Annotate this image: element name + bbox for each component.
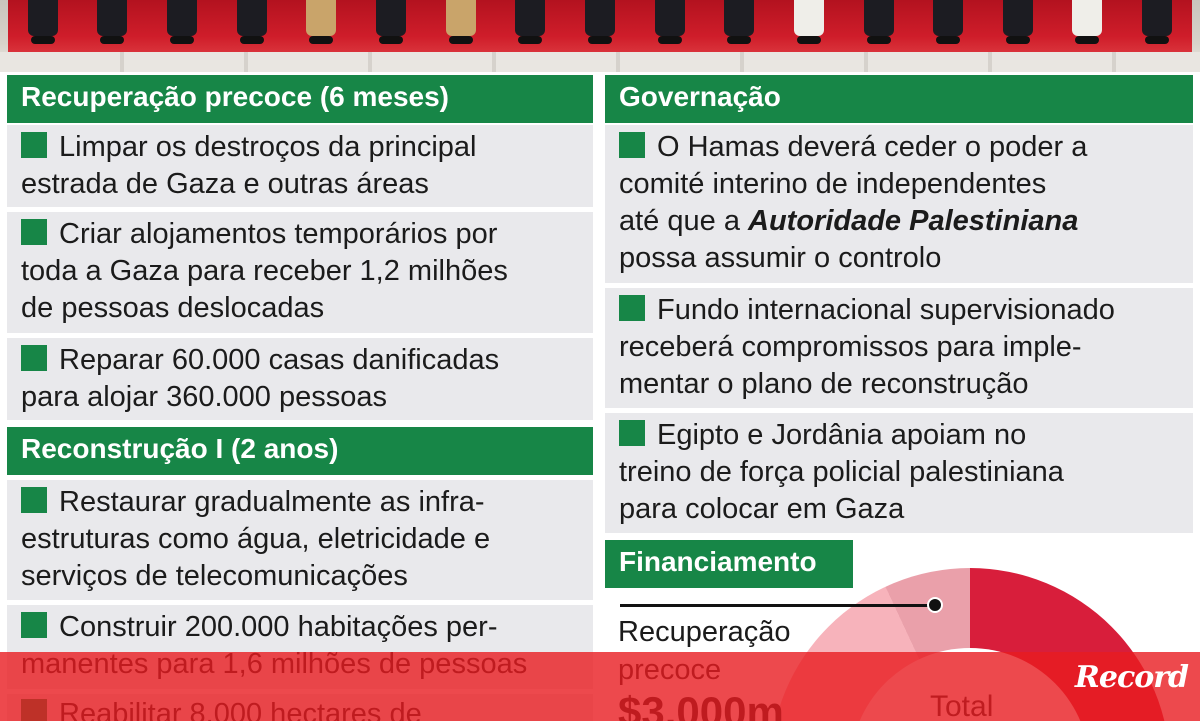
person-figure bbox=[794, 0, 824, 36]
item-text: Limpar os destroços da principal bbox=[59, 131, 477, 163]
person-figure bbox=[655, 0, 685, 36]
section-header-reconstruction-1: Reconstrução I (2 anos) bbox=[7, 427, 593, 475]
person-figure bbox=[167, 0, 197, 36]
list-item bbox=[7, 125, 593, 207]
section-header-governance: Governação bbox=[605, 75, 1193, 123]
section-header-financing: Financiamento bbox=[605, 540, 853, 588]
financing-label-line: Recuperação bbox=[618, 616, 791, 648]
person-figure bbox=[376, 0, 406, 36]
green-square-bullet bbox=[619, 420, 645, 446]
person-figure bbox=[1003, 0, 1033, 36]
green-square-bullet bbox=[21, 487, 47, 513]
pointer-dot bbox=[927, 597, 943, 613]
person-figure bbox=[515, 0, 545, 36]
item-text: estrada de Gaza e outras áreas bbox=[21, 168, 429, 200]
list-item bbox=[7, 338, 593, 420]
emphasis-text: Autoridade Palestiniana bbox=[748, 205, 1079, 237]
list-item bbox=[605, 288, 1193, 408]
person-figure bbox=[97, 0, 127, 36]
pointer-line bbox=[620, 604, 935, 607]
left-column bbox=[0, 72, 600, 721]
green-square-bullet bbox=[619, 132, 645, 158]
item-text: de pessoas deslocadas bbox=[21, 292, 325, 324]
green-square-bullet bbox=[21, 132, 47, 158]
item-text: toda a Gaza para receber 1,2 milhões bbox=[21, 255, 508, 287]
item-text: Restaurar gradualmente as infra- bbox=[59, 486, 485, 518]
person-figure bbox=[237, 0, 267, 36]
floor bbox=[0, 52, 1200, 72]
person-figure bbox=[306, 0, 336, 36]
person-figure bbox=[724, 0, 754, 36]
item-text: possa assumir o controlo bbox=[619, 242, 942, 274]
person-figure bbox=[28, 0, 58, 36]
header-photo bbox=[0, 0, 1200, 72]
item-text: O Hamas deverá ceder o poder a bbox=[657, 131, 1088, 163]
footer-overlay bbox=[0, 652, 1200, 721]
leaders-group bbox=[8, 0, 1192, 48]
list-item bbox=[605, 413, 1193, 533]
item-text: Egipto e Jordânia apoiam no bbox=[657, 419, 1027, 451]
item-text: receberá compromissos para imple- bbox=[619, 331, 1082, 363]
item-text: Criar alojamentos temporários por bbox=[59, 218, 498, 250]
person-figure bbox=[864, 0, 894, 36]
list-item bbox=[7, 212, 593, 333]
person-figure bbox=[446, 0, 476, 36]
item-text: Reparar 60.000 casas danificadas bbox=[59, 344, 500, 376]
person-figure bbox=[585, 0, 615, 36]
item-text: para colocar em Gaza bbox=[619, 493, 905, 525]
list-item bbox=[7, 480, 593, 600]
item-text: treino de força policial palestiniana bbox=[619, 456, 1064, 488]
section-header-early-recovery: Recuperação precoce (6 meses) bbox=[7, 75, 593, 123]
item-text: estruturas como água, eletricidade e bbox=[21, 523, 491, 555]
green-square-bullet bbox=[619, 295, 645, 321]
green-square-bullet bbox=[21, 219, 47, 245]
green-square-bullet bbox=[21, 345, 47, 371]
record-logo[interactable]: Record bbox=[1074, 660, 1188, 695]
item-text: comité interino de independentes bbox=[619, 168, 1047, 200]
item-text: para alojar 360.000 pessoas bbox=[21, 381, 387, 413]
item-text: Fundo internacional supervisionado bbox=[657, 294, 1115, 326]
item-text: serviços de telecomunicações bbox=[21, 560, 408, 592]
person-figure bbox=[1072, 0, 1102, 36]
item-text: mentar o plano de reconstrução bbox=[619, 368, 1029, 400]
green-square-bullet bbox=[21, 612, 47, 638]
person-figure bbox=[1142, 0, 1172, 36]
person-figure bbox=[933, 0, 963, 36]
item-text: até que a bbox=[619, 205, 748, 237]
item-text: Construir 200.000 habitações per- bbox=[59, 611, 498, 643]
list-item bbox=[605, 125, 1193, 283]
